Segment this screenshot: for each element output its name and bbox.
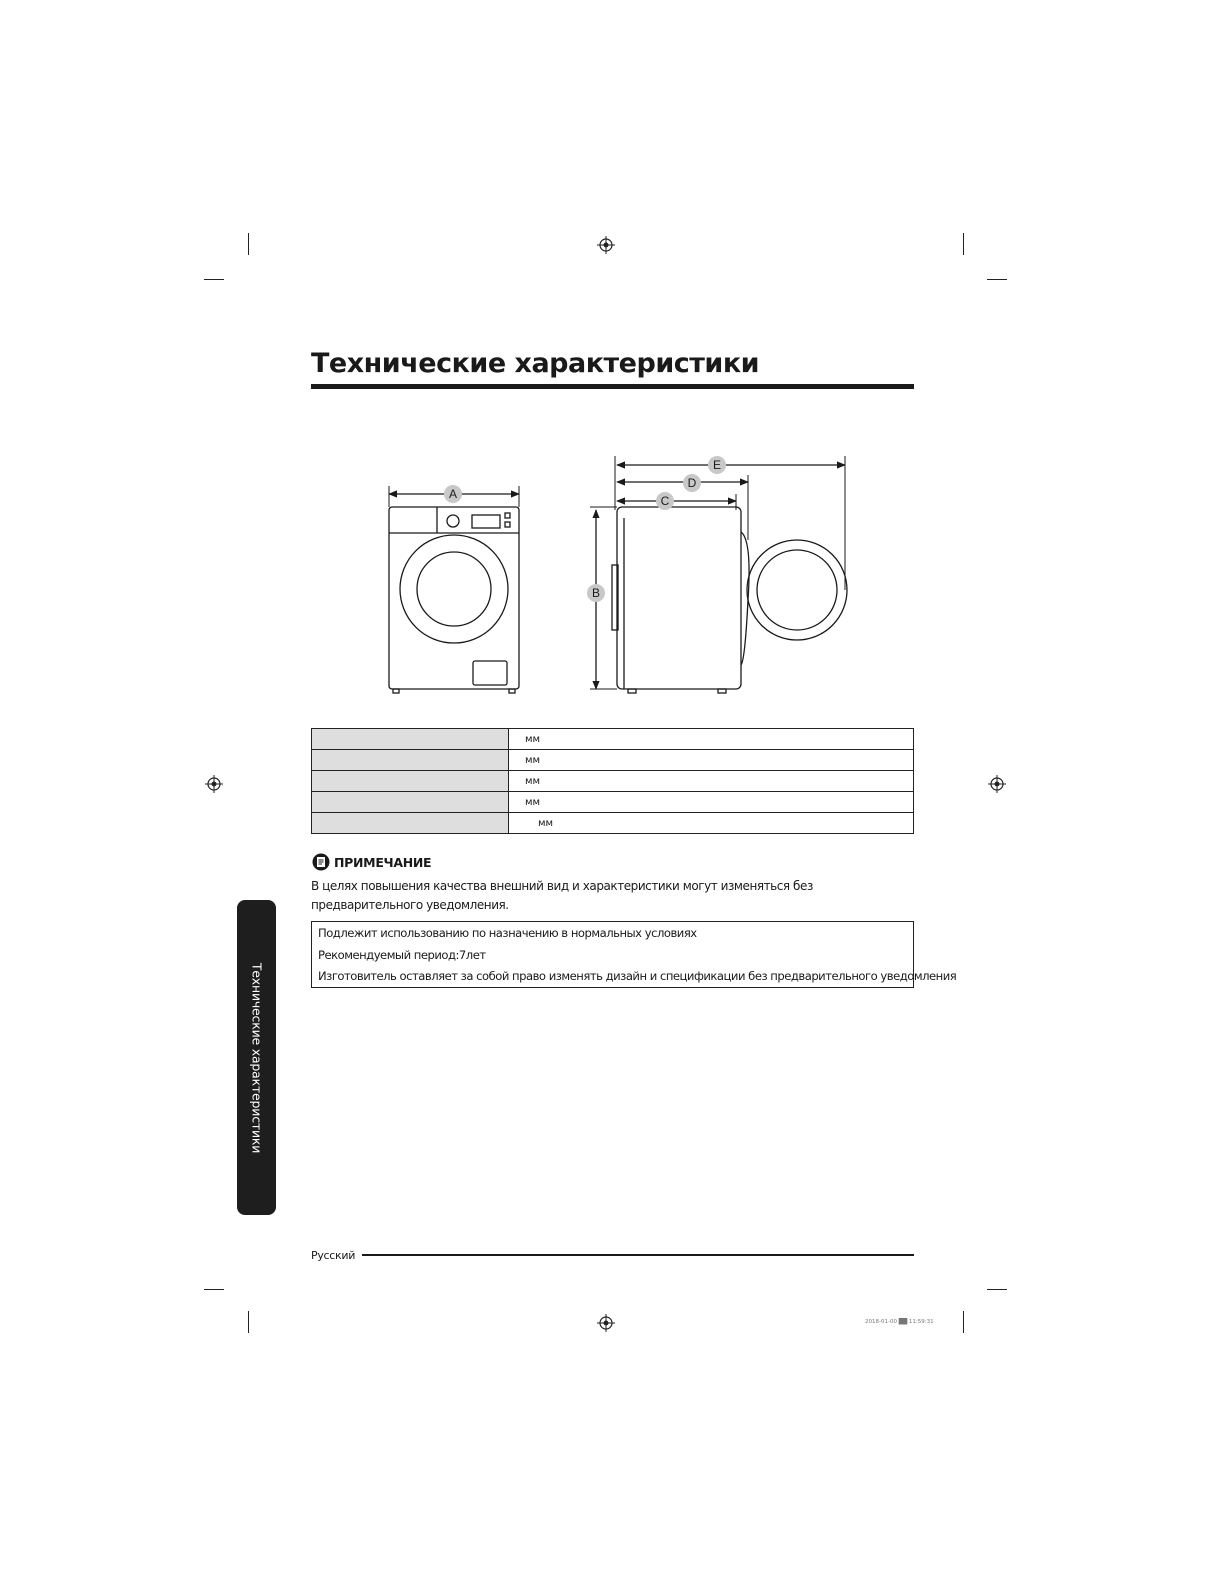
crop-mark-bottom-left xyxy=(248,1311,249,1333)
row-key xyxy=(312,813,509,834)
row-unit: мм xyxy=(509,813,914,834)
note-heading-label: ПРИМЕЧАНИЕ xyxy=(334,854,432,870)
footer-language: Русский xyxy=(311,1249,356,1262)
label-b: B xyxy=(591,586,601,600)
info-line: Подлежит использованию по назначению в нормальных условиях xyxy=(318,926,697,940)
note-icon xyxy=(312,853,330,871)
registration-mark-bottom-icon xyxy=(597,1314,615,1332)
table-row xyxy=(312,771,914,792)
label-e: E xyxy=(712,458,722,472)
page-title: Технические характеристики xyxy=(311,348,760,379)
crop-mark-top-left-h xyxy=(204,279,224,280)
crop-mark-bottom-right xyxy=(963,1311,964,1333)
crop-mark-top-right-h xyxy=(987,279,1007,280)
washer-front-view xyxy=(389,507,519,693)
registration-mark-left-icon xyxy=(205,775,223,793)
dimensions-table xyxy=(311,728,914,834)
row-unit: мм xyxy=(509,792,914,813)
table-row xyxy=(312,729,914,750)
table-row xyxy=(312,813,914,834)
row-unit: мм xyxy=(509,729,914,750)
crop-mark-top-left xyxy=(248,233,249,255)
row-key xyxy=(312,729,509,750)
chapter-side-tab-label: Технические характеристики xyxy=(249,962,264,1153)
info-box xyxy=(311,921,957,988)
crop-mark-bottom-right-h xyxy=(987,1289,1007,1290)
info-line: Изготовитель оставляет за собой право изменять дизайн и спецификации без предварительного уведомления xyxy=(318,969,957,983)
info-line: Рекомендуемый период:7лет xyxy=(318,948,486,962)
crop-mark-bottom-left-h xyxy=(204,1289,224,1290)
row-key xyxy=(312,750,509,771)
registration-mark-top-icon xyxy=(597,236,615,254)
crop-mark-top-right xyxy=(963,233,964,255)
label-d: D xyxy=(687,476,697,490)
washer-side-view xyxy=(612,507,847,693)
row-unit: мм xyxy=(509,750,914,771)
row-unit: мм xyxy=(509,771,914,792)
dimensions-diagram xyxy=(370,448,870,700)
row-key xyxy=(312,792,509,813)
table-row xyxy=(312,792,914,813)
label-a: A xyxy=(448,487,458,501)
note-heading xyxy=(312,852,431,872)
note-text: В целях повышения качества внешний вид и характеристики могут изменяться без предварительного уведомления. xyxy=(311,879,813,912)
title-underline xyxy=(311,384,914,389)
chapter-side-tab xyxy=(237,900,276,1215)
registration-mark-right-icon xyxy=(988,775,1006,793)
print-stamp: 2018-01-00 ██ 11:59:31 xyxy=(865,1319,934,1325)
label-c: C xyxy=(660,494,670,508)
table-row xyxy=(312,750,914,771)
row-key xyxy=(312,771,509,792)
footer-rule xyxy=(362,1254,914,1256)
